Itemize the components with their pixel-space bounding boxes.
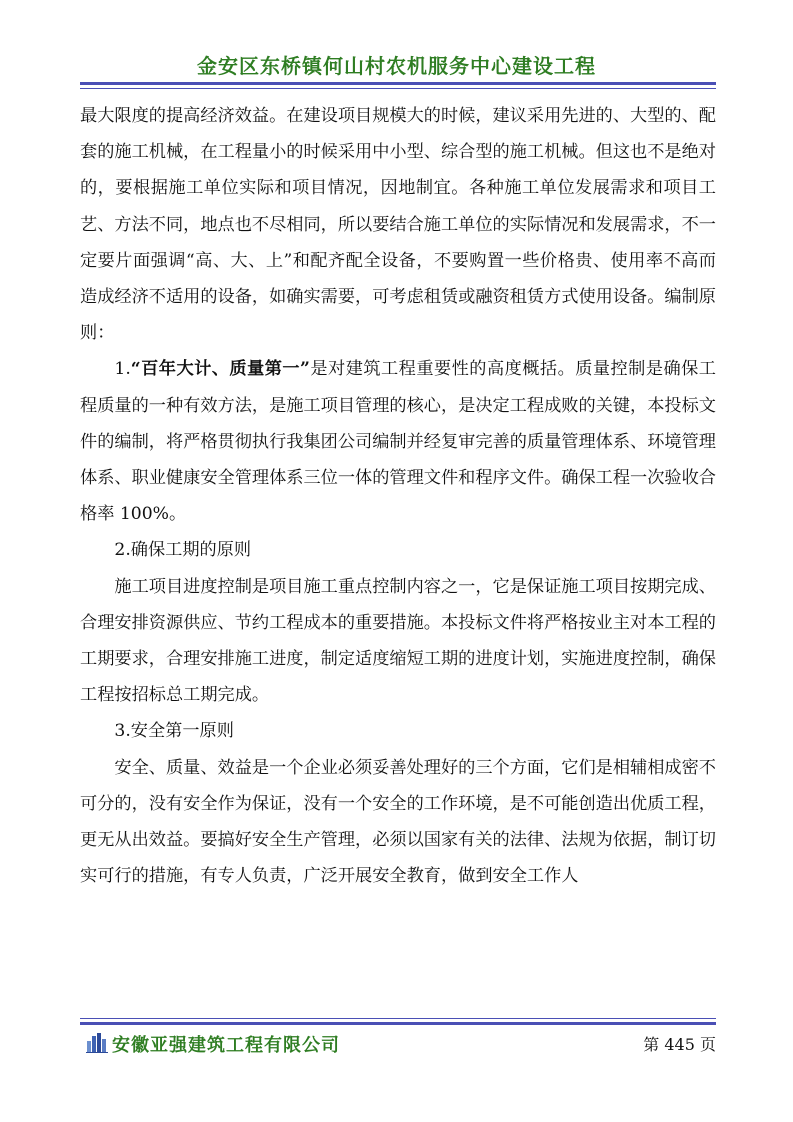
- footer-rule-thick: [80, 1022, 716, 1025]
- section-1-text: 是对建筑工程重要性的高度概括。质量控制是确保工程质量的一种有效方法，是施工项目管理的核心，是决定工程成败的关键，本投标文件的编制，将严格贯彻执行我集团公司编制并经复审完善的质量管理体系、环境管理体系、职业健康安全管理体系三位一体的管理文件和程序文件。确保工程一次验收合格率 100%。: [80, 359, 716, 525]
- page-footer: [80, 1030, 716, 1058]
- section-2-paragraph: 施工项目进度控制是项目施工重点控制内容之一，它是保证施工项目按期完成、合理安排资源供应、节约工程成本的重要措施。本投标文件将严格按业主对本工程的工期要求，合理安排施工进度，制定适度缩短工期的进度计划，实施进度控制，确保工程按招标总工期完成。: [80, 576, 716, 706]
- section-1-number: 1.: [114, 359, 131, 380]
- header-rule-thin: [80, 88, 716, 89]
- footer-rule-thin: [80, 1018, 716, 1019]
- footer-page-number: 第 445 页: [643, 1035, 716, 1054]
- section-2-heading: 2.确保工期的原则: [114, 540, 252, 561]
- section-1-paragraph: [80, 351, 716, 532]
- section-3-paragraph: 安全、质量、效益是一个企业必须妥善处理好的三个方面，它们是相辅相成密不可分的，没有安全作为保证，没有一个安全的工作环境，是不可能创造出优质工程，更无从出效益。要搞好安全生产管理，必须以国家有关的法律、法规为依据，制订切实可行的措施，有专人负责，广泛开展安全教育，做到安全工作人: [80, 757, 716, 887]
- building-logo-icon: [86, 1033, 108, 1053]
- paragraph-intro: 最大限度的提高经济效益。在建设项目规模大的时候，建议采用先进的、大型的、配套的施工机械，在工程量小的时候采用中小型、综合型的施工机械。但这也不是绝对的，要根据施工单位实际和项目情况，因地制宜。各种施工单位发展需求和项目工艺、方法不同，地点也不尽相同，所以要结合施工单位的实际情况和发展需求，不一定要片面强调“高、大、上”和配齐配全设备，不要购置一些价格贵、使用率不高而造成经济不适用的设备，如确实需要，可考虑租赁或融资租赁方式使用设备。编制原则：: [80, 106, 716, 344]
- section-1-bold-lead: “百年大计、质量第一”: [130, 359, 310, 380]
- header-rule-thick: [80, 82, 716, 85]
- section-3-heading: 3.安全第一原则: [114, 721, 234, 742]
- document-header-title: 金安区东桥镇何山村农机服务中心建设工程: [197, 54, 596, 78]
- footer-company-name: 安徽亚强建筑工程有限公司: [112, 1035, 340, 1056]
- document-body: [80, 98, 716, 894]
